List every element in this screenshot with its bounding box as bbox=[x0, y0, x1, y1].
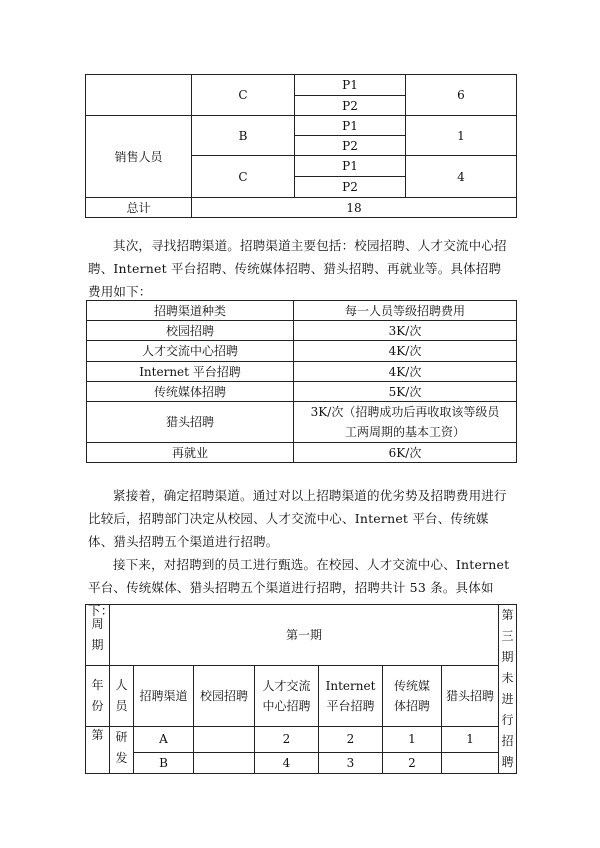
col-header: 猎头招聘 bbox=[442, 666, 499, 727]
value-cell: 2 bbox=[319, 727, 383, 753]
count-cell: 6 bbox=[406, 75, 517, 116]
channel-label: 招聘渠道 bbox=[134, 666, 194, 727]
staff-label: 人员 bbox=[110, 666, 134, 727]
value-cell: 1 bbox=[442, 727, 499, 753]
channel-cell: 校园招聘 bbox=[87, 321, 294, 341]
level-cell: B bbox=[192, 116, 295, 156]
value-cell bbox=[442, 752, 499, 774]
fee-cell: 5K/次 bbox=[294, 382, 517, 402]
grade-cell: P2 bbox=[295, 136, 406, 156]
fee-cell: 3K/次（招聘成功后再收取该等级员工两周期的基本工资） bbox=[294, 402, 517, 443]
grade-cell: P2 bbox=[295, 96, 406, 116]
count-cell: 1 bbox=[406, 116, 517, 156]
level-cell: C bbox=[192, 75, 295, 116]
col-header: 校园招聘 bbox=[194, 666, 255, 727]
recruitment-count-table bbox=[85, 74, 517, 218]
period-three-label: 第三期 bbox=[501, 608, 514, 664]
grade-cell: P2 bbox=[295, 177, 406, 198]
category-cell: 销售人员 bbox=[86, 116, 192, 198]
period-three-note: 未进行招聘 bbox=[501, 671, 514, 769]
channel-cell: 猎头招聘 bbox=[87, 402, 294, 443]
channel-fee-table bbox=[86, 300, 517, 463]
fee-cell: 3K/次 bbox=[294, 321, 517, 341]
col-header: Internet 平台招聘 bbox=[319, 666, 383, 727]
header-channel: 招聘渠道种类 bbox=[87, 301, 294, 321]
level-cell: B bbox=[134, 752, 194, 774]
period-one: 第一期 bbox=[110, 605, 499, 666]
value-cell: 4 bbox=[255, 752, 319, 774]
channel-cell: 传统媒体招聘 bbox=[87, 382, 294, 402]
table-cell bbox=[86, 75, 192, 116]
count-cell: 4 bbox=[406, 156, 517, 198]
channel-cell: 再就业 bbox=[87, 443, 294, 463]
grade-cell: P1 bbox=[295, 116, 406, 136]
value-cell bbox=[194, 752, 255, 774]
header-fee: 每一人员等级招聘费用 bbox=[294, 301, 517, 321]
value-cell bbox=[194, 727, 255, 753]
level-cell: A bbox=[134, 727, 194, 753]
value-cell: 1 bbox=[383, 727, 442, 753]
paragraph-recruitment-channels: 其次，寻找招聘渠道。招聘渠道主要包括：校园招聘、人才交流中心招聘、Internet 平台招聘、传统媒体招聘、猎头招聘、再就业等。具体招聘费用如下： bbox=[88, 238, 507, 299]
fee-cell: 4K/次 bbox=[294, 362, 517, 382]
col-header: 人才交流中心招聘 bbox=[255, 666, 319, 727]
year-label: 年份 bbox=[86, 666, 110, 727]
year-value: 第 bbox=[86, 727, 110, 774]
channel-cell: Internet 平台招聘 bbox=[87, 362, 294, 382]
total-value: 18 bbox=[192, 198, 517, 218]
recruitment-schedule-table bbox=[85, 604, 517, 774]
paragraph-channel-decision: 紧接着，确定招聘渠道。通过对以上招聘渠道的优劣势及招聘费用进行比较后，招聘部门决定从校园、人才交流中心、Internet 平台、传统媒体、猎头招聘五个渠道进行招聘。 bbox=[88, 488, 507, 549]
grade-cell: P1 bbox=[295, 156, 406, 177]
staff-value: 研发 bbox=[110, 727, 134, 774]
total-label: 总计 bbox=[86, 198, 192, 218]
grade-cell: P1 bbox=[295, 75, 406, 96]
paragraph-staff-selection: 接下来，对招聘到的员工进行甄选。在校园、人才交流中心、Internet 平台、传统媒体、猎头招聘五个渠道进行招聘，招聘共计 53 条。具体如下： bbox=[88, 557, 510, 618]
level-cell: C bbox=[192, 156, 295, 198]
period-three bbox=[499, 605, 517, 774]
value-cell: 2 bbox=[255, 727, 319, 753]
fee-cell: 6K/次 bbox=[294, 443, 517, 463]
period-label: 周期 bbox=[86, 605, 110, 666]
channel-cell: 人才交流中心招聘 bbox=[87, 341, 294, 362]
value-cell: 3 bbox=[319, 752, 383, 774]
value-cell: 2 bbox=[383, 752, 442, 774]
col-header: 传统媒体招聘 bbox=[383, 666, 442, 727]
fee-cell: 4K/次 bbox=[294, 341, 517, 362]
